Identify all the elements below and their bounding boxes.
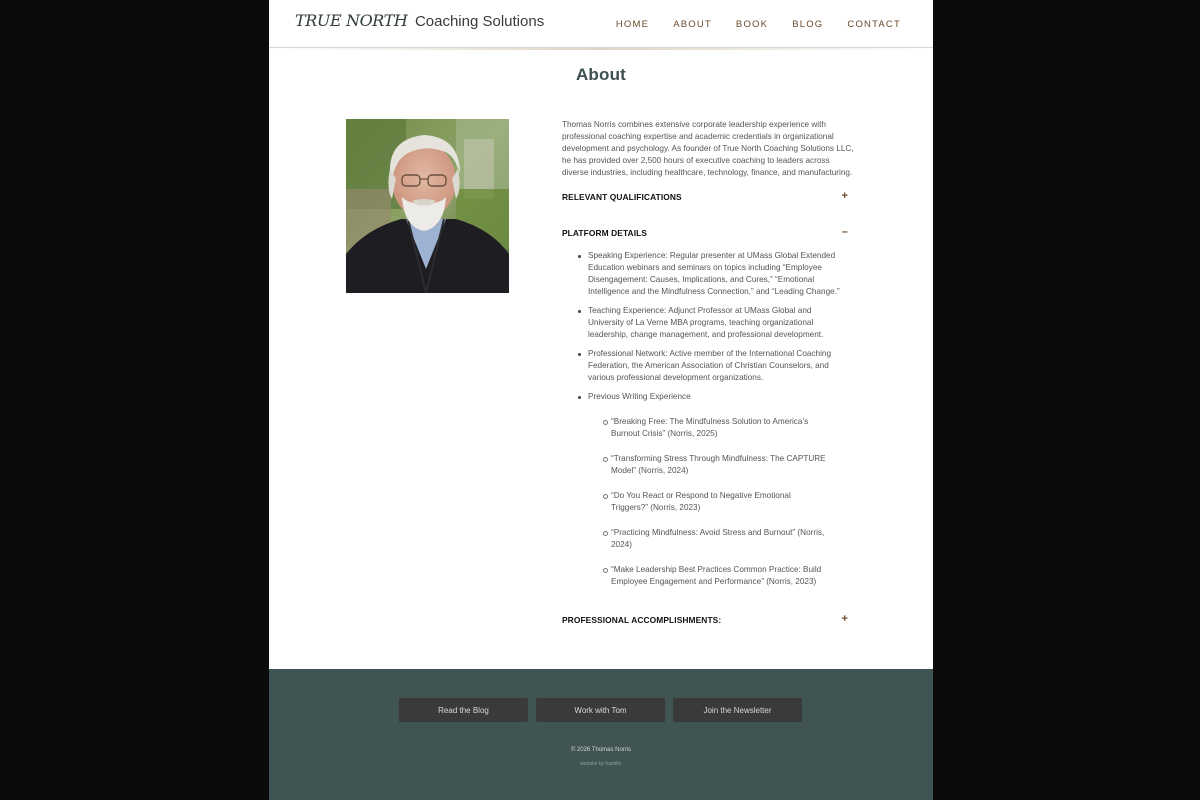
nav-contact[interactable]: CONTACT	[847, 19, 901, 30]
writing-heading: Previous Writing Experience	[588, 392, 691, 401]
expand-icon[interactable]: +	[841, 613, 848, 625]
join-newsletter-button[interactable]: Join the Newsletter	[673, 698, 802, 722]
writing-item: “Practicing Mindfulness: Avoid Stress and Burnout” (Norris, 2024)	[611, 527, 828, 551]
nav-about[interactable]: ABOUT	[673, 19, 712, 30]
portrait-photo	[346, 119, 509, 293]
main-nav	[592, 19, 901, 30]
portrait-image	[346, 119, 509, 293]
accordion-relevant-qualifications[interactable]	[562, 192, 852, 202]
footer-buttons	[399, 698, 802, 722]
writing-item: “Breaking Free: The Mindfulness Solution to America’s Burnout Crisis” (Norris, 2025)	[611, 416, 828, 440]
page	[269, 0, 933, 800]
copyright-text: © 2026 Thomas Norris	[570, 747, 632, 753]
expand-icon[interactable]: +	[841, 190, 848, 202]
nav-home[interactable]: HOME	[615, 19, 650, 30]
accordion-label: PLATFORM DETAILS	[562, 228, 648, 238]
site-header	[269, 0, 933, 48]
list-item-writing	[578, 391, 848, 588]
work-with-tom-button[interactable]: Work with Tom	[536, 698, 665, 722]
read-blog-button[interactable]: Read the Blog	[399, 698, 528, 722]
nav-book[interactable]: BOOK	[735, 19, 769, 30]
platform-details-list	[578, 250, 848, 601]
nav-blog[interactable]: BLOG	[792, 19, 824, 30]
list-item: Speaking Experience: Regular presenter at UMass Global Extended Education webinars and seminars on topics including “Employee Disengagement: Causes, Implications, and Cures,” “Emotional Intelligence and the Mindfulness Connection,” and “Leading Change.”	[578, 250, 848, 298]
site-footer	[269, 669, 933, 800]
writing-list	[588, 416, 828, 588]
accordion-label: PROFESSIONAL ACCOMPLISHMENTS:	[562, 615, 722, 625]
intro-paragraph: Thomas Norris combines extensive corporate leadership experience with professional coaching expertise and academic credentials in organizational development and psychology. As founder of True North Coaching Solutions LLC, he has provided over 2,500 hours of executive coaching to leaders across diverse industries, including healthcare, technology, finance, and manufacturing.	[562, 120, 854, 177]
list-item: Professional Network: Active member of the International Coaching Federation, the American Association of Christian Counselors, and various professional development organizations.	[578, 348, 848, 384]
logo-subtitle: Coaching Solutions	[414, 13, 545, 30]
logo-brand: TRUE NORTH	[295, 11, 408, 30]
page-title: About	[575, 65, 627, 84]
accordion-label: RELEVANT QUALIFICATIONS	[562, 192, 682, 202]
accordion-platform-details[interactable]	[562, 228, 852, 238]
accordion-professional-accomplishments[interactable]	[562, 615, 852, 625]
writing-item: “Make Leadership Best Practices Common Practice: Build Employee Engagement and Performance” (Norris, 2023)	[611, 564, 828, 588]
writing-item: “Do You React or Respond to Negative Emotional Triggers?” (Norris, 2023)	[611, 490, 828, 514]
site-credit-link[interactable]: website by hamiltn	[580, 761, 622, 767]
site-logo[interactable]	[295, 11, 544, 31]
about-content	[562, 119, 858, 625]
collapse-icon[interactable]: –	[841, 226, 848, 238]
list-item: Teaching Experience: Adjunct Professor at UMass Global and University of La Verne MBA programs, teaching organizational leadership, change management, and professional development.	[578, 305, 848, 341]
writing-item: “Transforming Stress Through Mindfulness: The CAPTURE Model” (Norris, 2024)	[611, 453, 828, 477]
